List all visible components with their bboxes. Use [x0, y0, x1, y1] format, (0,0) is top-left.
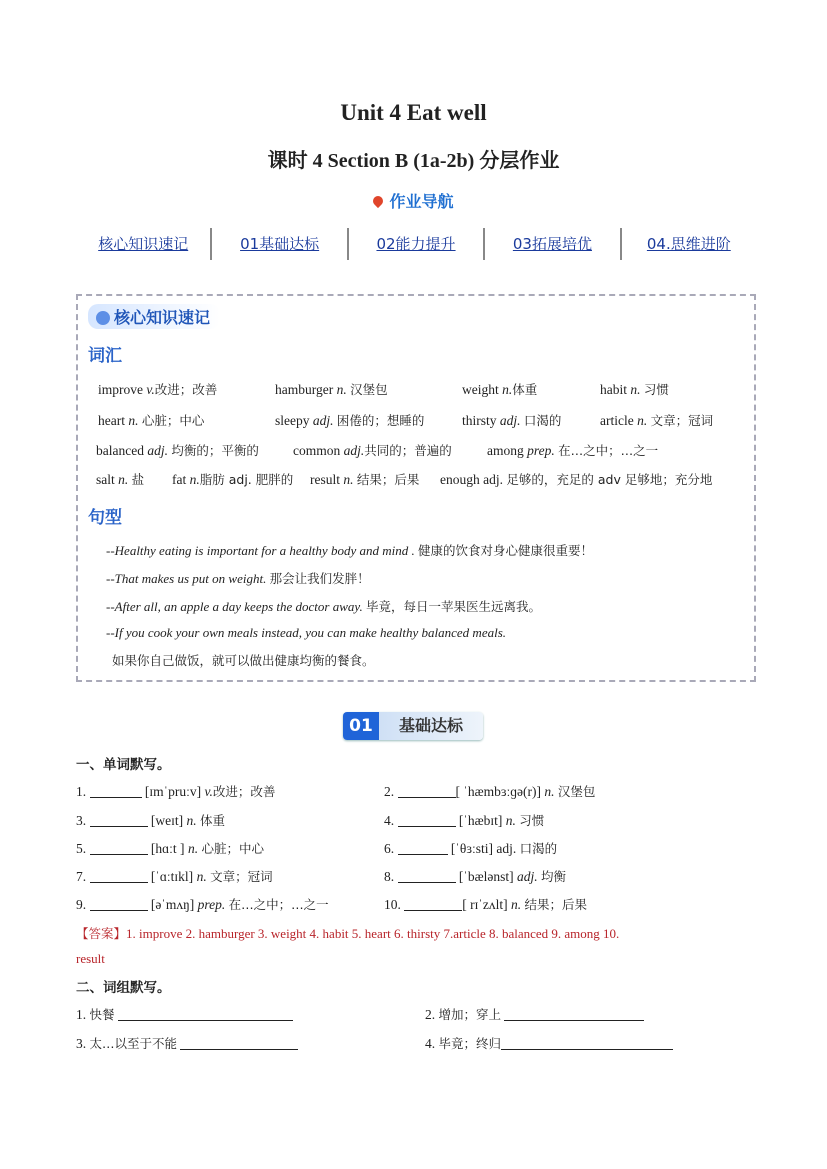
q2-item: 1. 快餐 [76, 1005, 293, 1023]
q1-item: 10. [ rɪˈzʌlt] n. 结果；后果 [384, 897, 587, 912]
vocab-word: sleepy [275, 413, 310, 428]
knowledge-box [76, 294, 756, 682]
vocab-meaning: 困倦的；想睡的 [336, 413, 425, 428]
vocab-item [96, 441, 259, 459]
q2-item: 4. 毕竟；终归 [425, 1034, 673, 1052]
q1-item: 7. [ˈɑːtɪkl] n. 文章；冠词 [76, 869, 273, 884]
vocab-word: article [600, 413, 634, 428]
vocab-meaning: 文章；冠词 [650, 413, 714, 428]
q1-item: 6. [ˈθɜːsti] adj. 口渴的 [384, 841, 558, 856]
section-label: 基础达标 [379, 712, 483, 740]
vocab-item [98, 380, 217, 398]
vocab-pos: adj. [147, 443, 168, 458]
q2-item: 2. 增加；穿上 [425, 1005, 644, 1023]
vocab-pos: n. [118, 472, 129, 487]
vocab-item [600, 411, 713, 429]
vocab-word: common [293, 443, 341, 458]
answer-blank[interactable] [398, 842, 448, 855]
sentence-heading: 句型 [88, 508, 122, 528]
q2-item: 3. 太…以至于不能 [76, 1034, 298, 1052]
vocab-pos: adj. [343, 443, 365, 458]
answer-blank[interactable] [404, 898, 462, 911]
vocab-meaning: 改进；改善 [154, 382, 218, 397]
nav-heading [0, 189, 827, 212]
location-pin-icon [371, 194, 385, 208]
vocab-meaning: 汉堡包 [350, 382, 388, 397]
vocab-item [275, 380, 388, 398]
vocab-word: balanced [96, 443, 144, 458]
vocab-item [462, 380, 537, 398]
answer-blank[interactable] [398, 870, 456, 883]
vocab-item [98, 411, 204, 429]
answer-blank[interactable] [90, 842, 148, 855]
vocab-word: fat [172, 472, 187, 487]
sentence-translation: 如果你自己做饭，就可以做出健康均衡的餐食。 [112, 653, 375, 668]
section-number: 01 [343, 712, 379, 740]
vocab-meaning: 结果；后果 [356, 472, 420, 487]
nav-link-thinking[interactable]: 04.思维进阶 [620, 228, 756, 260]
sentence-item: --If you cook your own meals instead, you can make healthy balanced meals. [106, 625, 507, 640]
vocab-meaning: 脂肪 adj. 肥胖的 [199, 472, 294, 487]
nav-link-core-knowledge[interactable]: 核心知识速记 [98, 235, 189, 253]
q1-item: 1. [ɪmˈpruːv] v.改进；改善 [76, 784, 276, 799]
sentence-item: --That makes us put on weight. 那会让我们发胖！ [106, 571, 370, 586]
vocab-meaning: 习惯 [643, 382, 669, 397]
vocab-item [310, 470, 419, 488]
vocab-meaning: 盐 [131, 472, 145, 487]
vocab-item [275, 411, 424, 429]
q1-answer: 【答案】1. improve 2. hamburger 3. weight 4. habit 5. heart 6. thirsty 7.article 8. balanced 9. among 10. [76, 926, 620, 941]
vocab-pos: adj. [499, 413, 521, 428]
vocab-item [96, 470, 144, 488]
vocab-word: thirsty [462, 413, 497, 428]
sentence-item: --After all, an apple a day keeps the doctor away. 毕竟，每日一苹果医生远离我。 [106, 599, 541, 614]
vocab-pos: n. [502, 382, 513, 397]
vocab-meaning: 均衡的；平衡的 [171, 443, 259, 458]
vocab-meaning: 在…之中；…之一 [558, 443, 659, 458]
vocab-pos: n. [343, 472, 354, 487]
vocab-pos: n. [189, 472, 200, 487]
knowledge-chip-label: 核心知识速记 [114, 308, 211, 327]
answer-blank[interactable] [398, 814, 456, 827]
q1-heading: 一、单词默写。 [76, 757, 171, 773]
vocab-word: salt [96, 472, 115, 487]
vocab-pos: prep. [527, 443, 555, 458]
vocab-pos: adj. [483, 472, 503, 487]
vocab-heading: 词汇 [88, 346, 122, 366]
vocab-word: improve [98, 382, 143, 397]
vocab-pos: n. [336, 382, 347, 397]
section-badge [343, 712, 483, 740]
knowledge-chip [88, 304, 220, 329]
vocab-item [440, 470, 712, 488]
vocab-meaning: 足够的，充足的 adv 足够地；充分地 [506, 472, 713, 487]
answer-blank[interactable] [504, 1008, 644, 1021]
answer-blank[interactable] [90, 898, 148, 911]
vocab-meaning: 心脏；中心 [141, 413, 205, 428]
vocab-pos: n. [128, 413, 139, 428]
nav-heading-text: 作业导航 [389, 192, 454, 211]
page-subtitle: 课时 4 Section B (1a-2b) 分层作业 [267, 150, 560, 172]
answer-blank[interactable] [90, 814, 148, 827]
q2-heading: 二、词组默写。 [76, 980, 171, 996]
answer-blank[interactable] [118, 1008, 293, 1021]
homework-nav [76, 228, 756, 260]
nav-link-basic[interactable]: 01基础达标 [210, 228, 346, 260]
vocab-meaning: 体重 [512, 382, 538, 397]
nav-link-extension[interactable]: 03拓展培优 [483, 228, 619, 260]
vocab-meaning: 共同的；普遍的 [364, 443, 452, 458]
vocab-meaning: 口渴的 [523, 413, 562, 428]
vocab-item [487, 441, 658, 459]
vocab-pos: v. [146, 382, 155, 397]
q1-item: 2. [ ˈhæmbɜːɡə(r)] n. 汉堡包 [384, 784, 596, 799]
vocab-item [293, 441, 452, 459]
vocab-pos: n. [637, 413, 648, 428]
vocab-word: heart [98, 413, 125, 428]
q1-item: 4. [ˈhæbɪt] n. 习惯 [384, 813, 545, 828]
answer-blank[interactable] [90, 870, 148, 883]
vocab-word: hamburger [275, 382, 334, 397]
sentence-item: --Healthy eating is important for a healthy body and mind . 健康的饮食对身心健康很重要！ [106, 543, 593, 558]
answer-blank[interactable] [501, 1037, 673, 1050]
q1-item: 9. [əˈmʌŋ] prep. 在…之中；…之一 [76, 897, 329, 912]
vocab-pos: adj. [312, 413, 334, 428]
vocab-word: enough [440, 472, 480, 487]
vocab-word: result [310, 472, 340, 487]
vocab-item [462, 411, 561, 429]
vocab-item [600, 380, 669, 398]
chip-circle-icon [96, 311, 110, 325]
q1-item: 8. [ˈbælənst] adj. 均衡 [384, 869, 567, 884]
q1-item: 3. [weɪt] n. 体重 [76, 813, 225, 828]
answer-blank[interactable] [180, 1037, 298, 1050]
answer-blank[interactable] [90, 785, 142, 798]
q1-item: 5. [hɑːt ] n. 心脏；中心 [76, 841, 264, 856]
q1-answer-continued: result [76, 951, 105, 966]
vocab-pos: n. [630, 382, 641, 397]
vocab-item [172, 470, 293, 488]
answer-blank[interactable] [398, 785, 456, 798]
vocab-word: habit [600, 382, 627, 397]
vocab-word: weight [462, 382, 499, 397]
nav-link-ability[interactable]: 02能力提升 [347, 228, 483, 260]
vocab-word: among [487, 443, 524, 458]
page-title: Unit 4 Eat well [340, 100, 487, 125]
